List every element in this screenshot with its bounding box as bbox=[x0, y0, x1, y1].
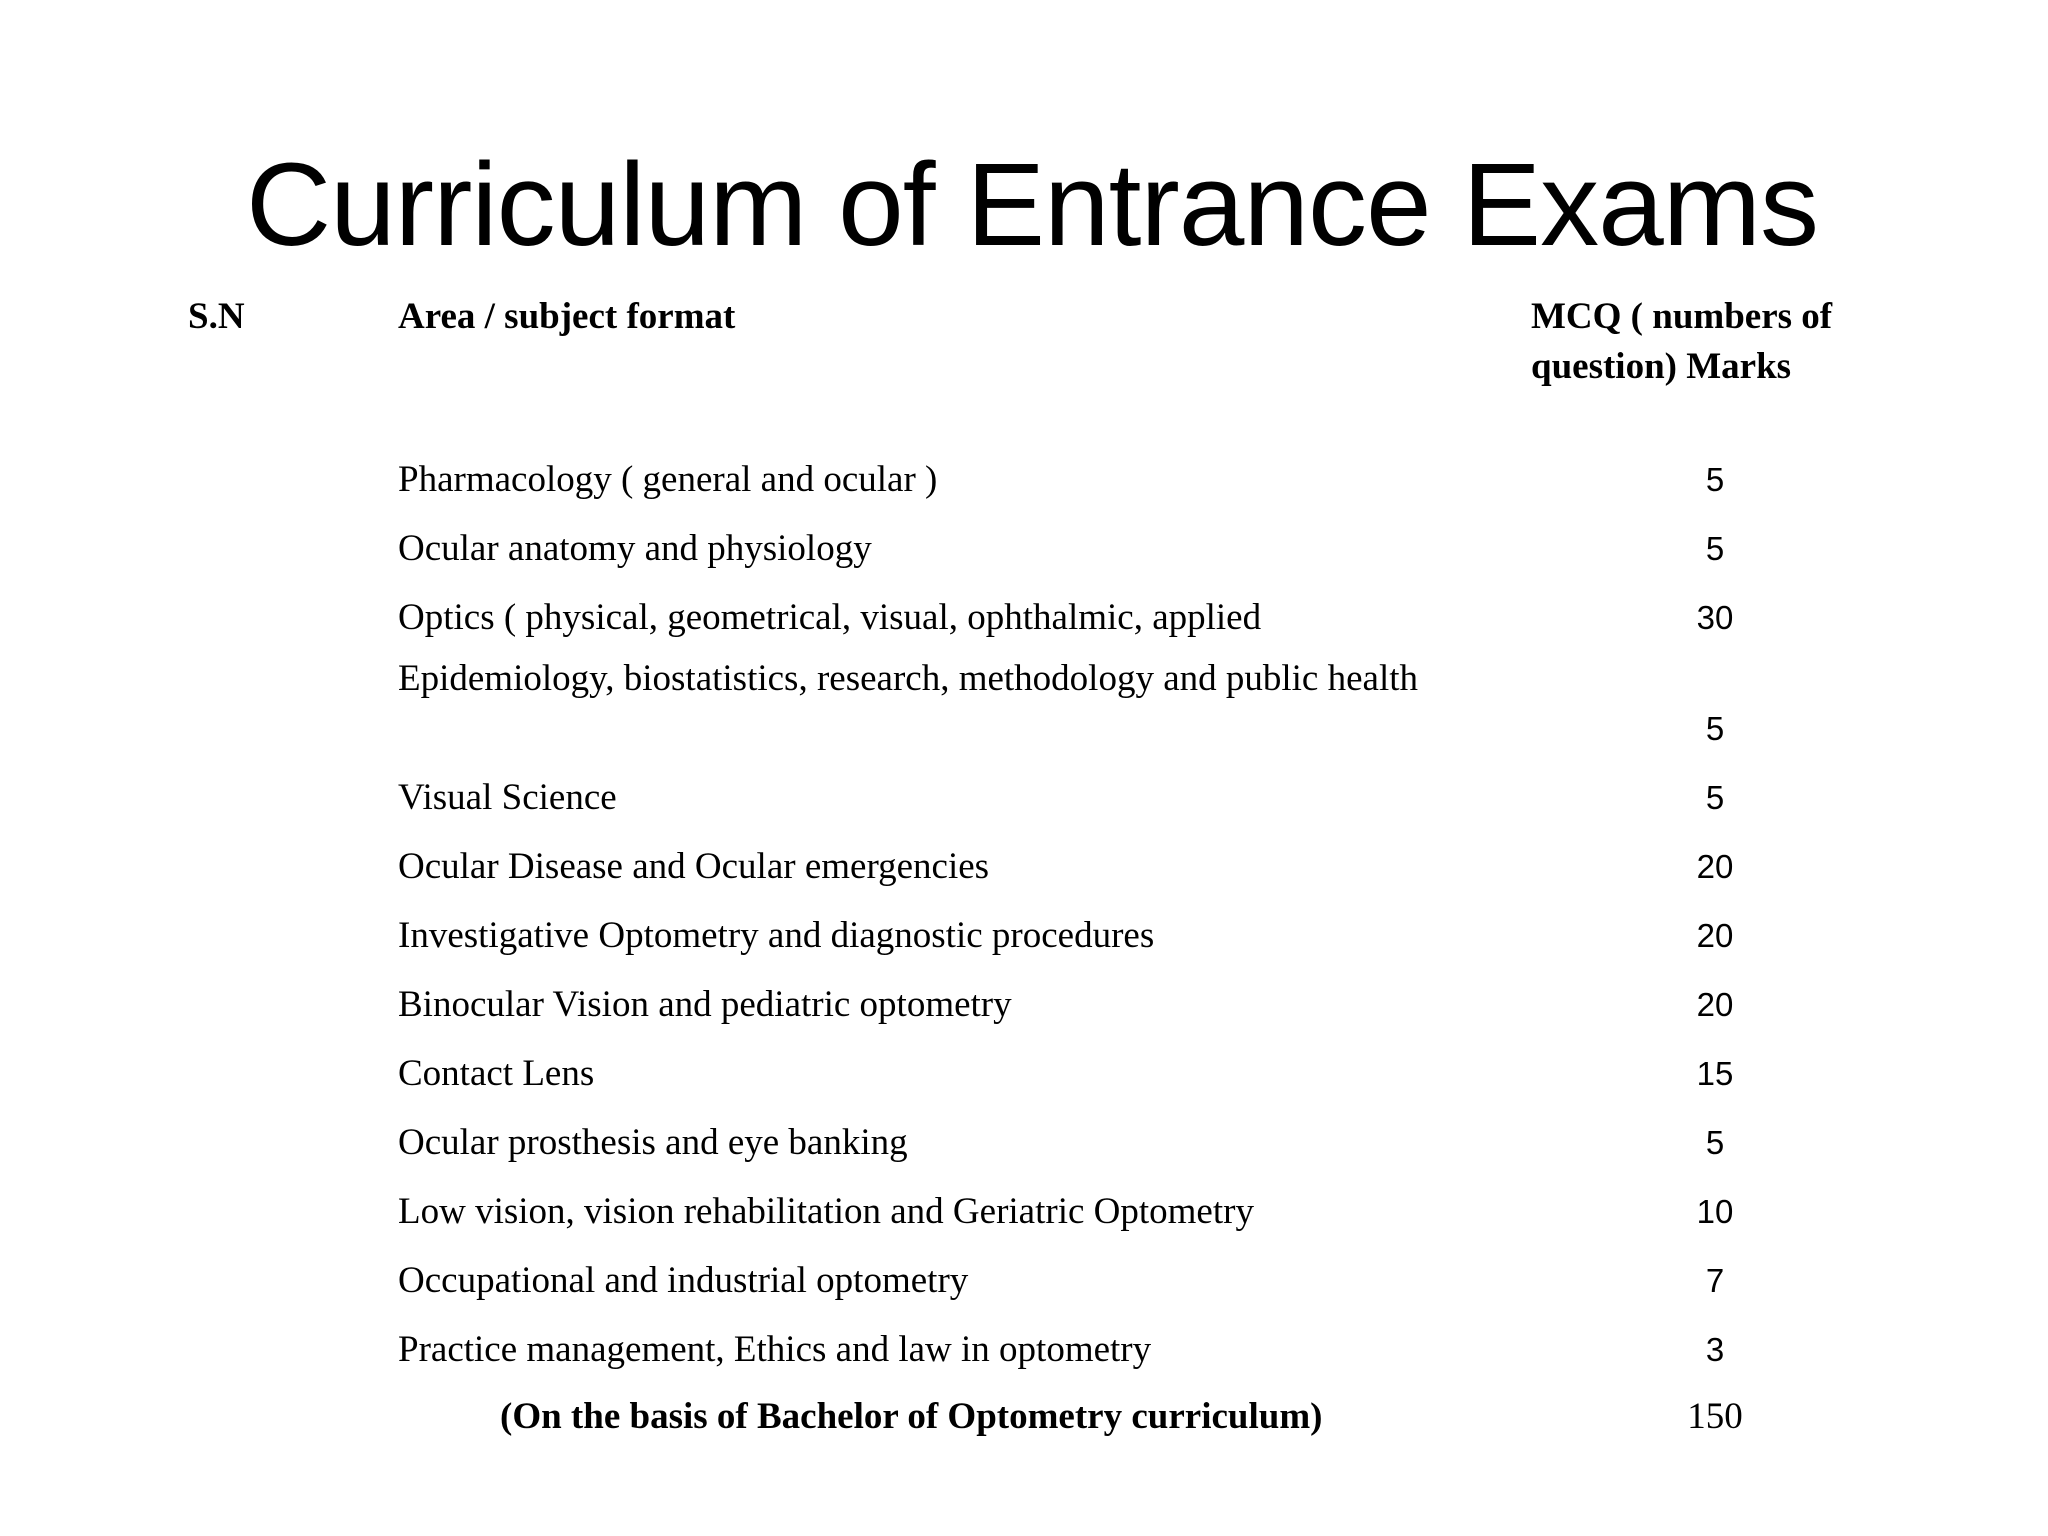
row-subject: Epidemiology, biostatistics, research, methodology and public health bbox=[398, 658, 1419, 699]
row-marks: 3 bbox=[1705, 1331, 1725, 1368]
row-marks: 20 bbox=[1696, 986, 1734, 1023]
row-subject: Investigative Optometry and diagnostic procedures bbox=[398, 915, 1155, 956]
row-marks: 15 bbox=[1696, 1055, 1734, 1092]
row-subject: Visual Science bbox=[398, 777, 617, 818]
footer-note: (On the basis of Bachelor of Optometry curriculum) bbox=[500, 1396, 1323, 1437]
header-area: Area / subject format bbox=[398, 296, 736, 337]
header-sn: S.N bbox=[188, 296, 245, 337]
row-marks: 30 bbox=[1696, 599, 1734, 636]
row-marks: 5 bbox=[1705, 461, 1725, 498]
row-subject: Occupational and industrial optometry bbox=[398, 1260, 969, 1301]
row-subject: Optics ( physical, geometrical, visual, ophthalmic, applied bbox=[398, 597, 1262, 638]
row-subject: Ocular prosthesis and eye banking bbox=[398, 1122, 908, 1163]
row-subject: Practice management, Ethics and law in optometry bbox=[398, 1329, 1152, 1370]
total-marks: 150 bbox=[1687, 1396, 1743, 1437]
row-marks: 20 bbox=[1696, 848, 1734, 885]
row-marks: 5 bbox=[1705, 710, 1725, 747]
row-marks: 5 bbox=[1705, 530, 1725, 567]
slide-title: Curriculum of Entrance Exams bbox=[245, 139, 1819, 271]
row-marks: 7 bbox=[1705, 1262, 1725, 1299]
row-subject: Pharmacology ( general and ocular ) bbox=[398, 459, 938, 500]
row-subject: Contact Lens bbox=[398, 1053, 595, 1094]
row-subject: Ocular Disease and Ocular emergencies bbox=[398, 846, 990, 887]
header-mcq: MCQ ( numbers of question) Marks bbox=[1531, 296, 1833, 387]
row-marks: 5 bbox=[1705, 1124, 1725, 1161]
row-subject: Ocular anatomy and physiology bbox=[398, 528, 872, 569]
row-marks: 10 bbox=[1696, 1193, 1734, 1230]
row-subject: Low vision, vision rehabilitation and Geriatric Optometry bbox=[398, 1191, 1254, 1232]
row-subject: Binocular Vision and pediatric optometry bbox=[398, 984, 1012, 1025]
row-marks: 20 bbox=[1696, 917, 1734, 954]
row-marks: 5 bbox=[1705, 779, 1725, 816]
